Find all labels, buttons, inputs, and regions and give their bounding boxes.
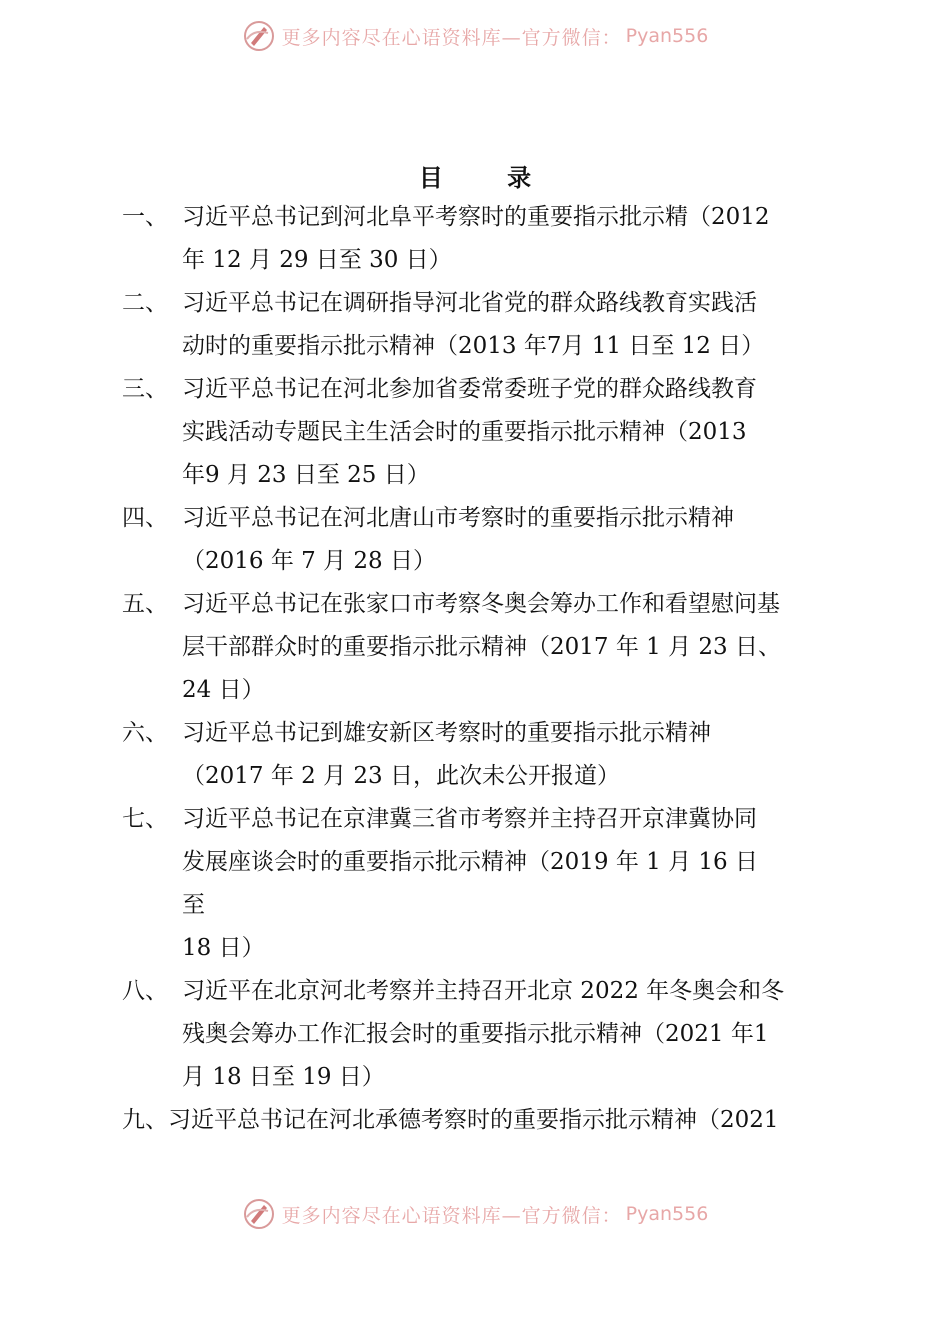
toc-entry-line: 24 日） <box>182 677 265 703</box>
toc-entry-line: 至 <box>182 892 205 918</box>
logo-icon <box>242 19 276 53</box>
toc-entry-line: 习近平总书记在京津冀三省市考察并主持召开京津冀协同 <box>182 806 757 832</box>
page-title: 目 录 <box>418 163 560 192</box>
toc-entry-line: （2016 年 7 月 28 日） <box>182 548 436 574</box>
toc-entry-line: 层干部群众时的重要指示批示精神（2017 年 1 月 23 日、 <box>182 634 781 660</box>
toc-entry-number: 七、 <box>122 806 168 832</box>
toc-entry-number: 九、 <box>122 1107 168 1133</box>
watermark-id: Pyan556 <box>625 1203 709 1225</box>
toc-entry-number: 六、 <box>122 720 168 746</box>
toc-entry <box>122 368 842 497</box>
toc-entry <box>122 970 842 1099</box>
toc-entry <box>122 196 842 282</box>
toc-entry <box>122 583 842 712</box>
toc-entry-line: 习近平总书记在河北参加省委常委班子党的群众路线教育 <box>182 376 757 402</box>
toc-entry-line: 残奥会筹办工作汇报会时的重要指示批示精神（2021 年1 <box>182 1021 769 1047</box>
toc-entry-number: 一、 <box>122 204 168 230</box>
toc-entry <box>122 712 842 798</box>
toc-entry-line: 习近平总书记在调研指导河北省党的群众路线教育实践活 <box>182 290 757 316</box>
toc-entry-line: 18 日） <box>182 935 265 961</box>
watermark-text: 更多内容尽在心语资料库—官方微信： <box>281 26 622 49</box>
toc-entry <box>122 1099 842 1142</box>
toc-entry-line: 发展座谈会时的重要指示批示精神（2019 年 1 月 16 日 <box>182 849 758 875</box>
toc-entry-text: 习近平总书记在河北承德考察时的重要指示批示精神（2021 <box>168 1107 779 1133</box>
table-of-contents <box>122 196 842 1142</box>
toc-entry <box>122 282 842 368</box>
toc-entry-number: 二、 <box>122 290 168 316</box>
header-watermark <box>0 16 950 56</box>
toc-entry-line: （2017 年 2 月 23 日，此次未公开报道） <box>182 763 620 789</box>
toc-entry-number: 三、 <box>122 376 168 402</box>
toc-entry-line: 习近平总书记在河北唐山市考察时的重要指示批示精神 <box>182 505 734 531</box>
toc-entry-line: 月 18 日至 19 日） <box>182 1064 385 1090</box>
watermark-id: Pyan556 <box>625 25 709 47</box>
toc-entry-line: 动时的重要指示批示精神（2013 年7月 11 日至 12 日） <box>182 333 765 359</box>
watermark-text: 更多内容尽在心语资料库—官方微信： <box>281 1204 622 1227</box>
toc-entry-line: 实践活动专题民主生活会时的重要指示批示精神（2013 <box>182 419 747 445</box>
toc-entry-line: 习近平总书记在张家口市考察冬奥会筹办工作和看望慰问基 <box>182 591 780 617</box>
toc-entry-number: 四、 <box>122 505 168 531</box>
toc-entry-line: 年9 月 23 日至 25 日） <box>182 462 430 488</box>
footer-watermark <box>0 1194 950 1234</box>
toc-entry <box>122 798 842 970</box>
toc-entry <box>122 497 842 583</box>
toc-entry-number: 五、 <box>122 591 168 617</box>
logo-icon <box>242 1197 276 1231</box>
toc-entry-line: 习近平总书记到雄安新区考察时的重要指示批示精神 <box>182 720 711 746</box>
toc-entry-line: 年 12 月 29 日至 30 日） <box>182 247 452 273</box>
toc-entry-line: 习近平在北京河北考察并主持召开北京 2022 年冬奥会和冬 <box>182 978 785 1004</box>
toc-entry-line <box>122 1099 842 1142</box>
toc-entry-number: 八、 <box>122 978 168 1004</box>
toc-entry-line: 习近平总书记到河北阜平考察时的重要指示批示精（2012 <box>182 204 770 230</box>
